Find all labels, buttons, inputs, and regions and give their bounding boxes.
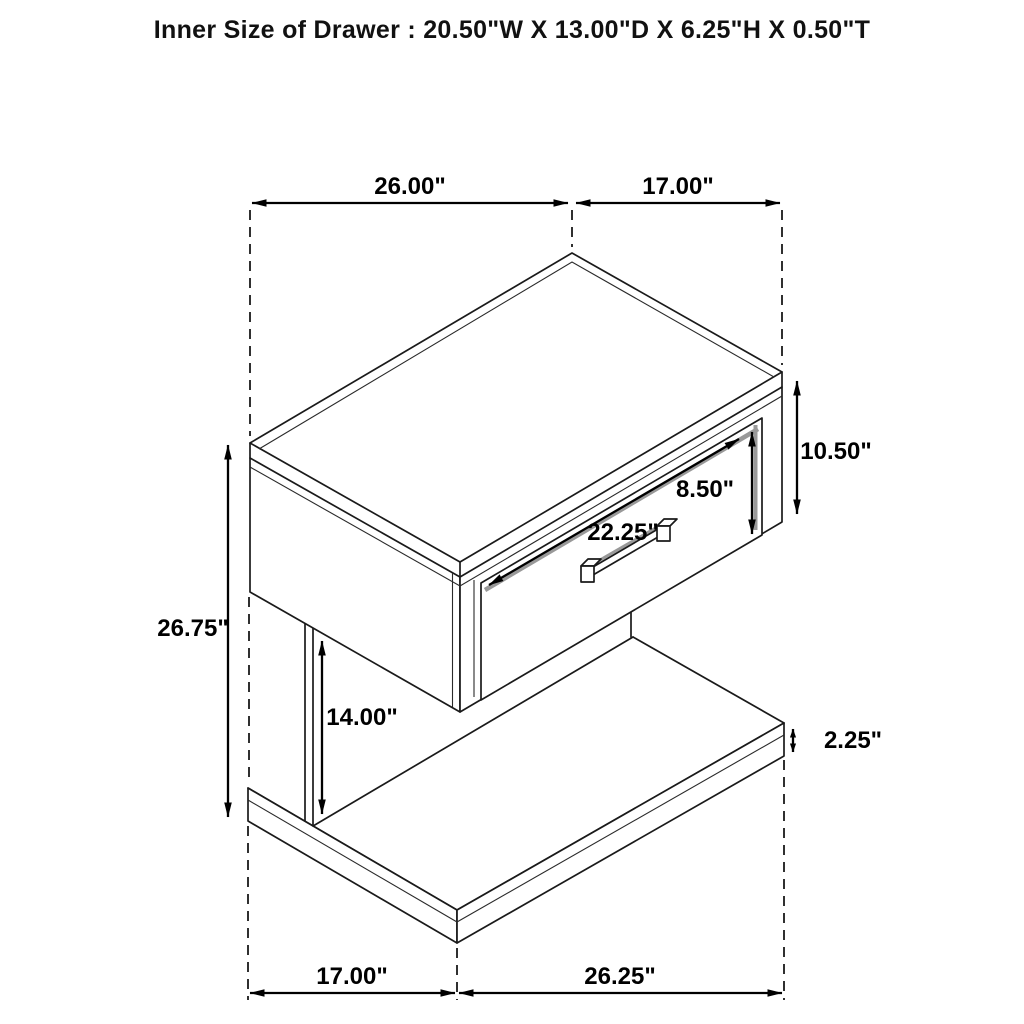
handle-right-cap (657, 526, 670, 541)
dim-label-top-width: 26.00" (374, 173, 446, 200)
dim-label-cabinet-height: 10.50" (800, 438, 872, 465)
diagram-title: Inner Size of Drawer : 20.50"W X 13.00"D X 6.25"H X 0.50"T (153, 16, 871, 44)
handle-left-cap (581, 566, 594, 582)
dim-label-shelf-clearance: 14.00" (326, 704, 398, 731)
dim-label-drawer-height: 8.50" (675, 476, 735, 503)
support-panel (305, 622, 313, 826)
dim-label-drawer-width: 22.25" (587, 519, 659, 546)
dim-label-base-depth: 17.00" (316, 963, 388, 990)
dim-label-top-depth: 17.00" (642, 173, 714, 200)
dim-label-base-width: 26.25" (584, 963, 656, 990)
dim-label-overall-height: 26.75" (157, 615, 229, 642)
dim-label-base-thickness: 2.25" (823, 727, 883, 754)
